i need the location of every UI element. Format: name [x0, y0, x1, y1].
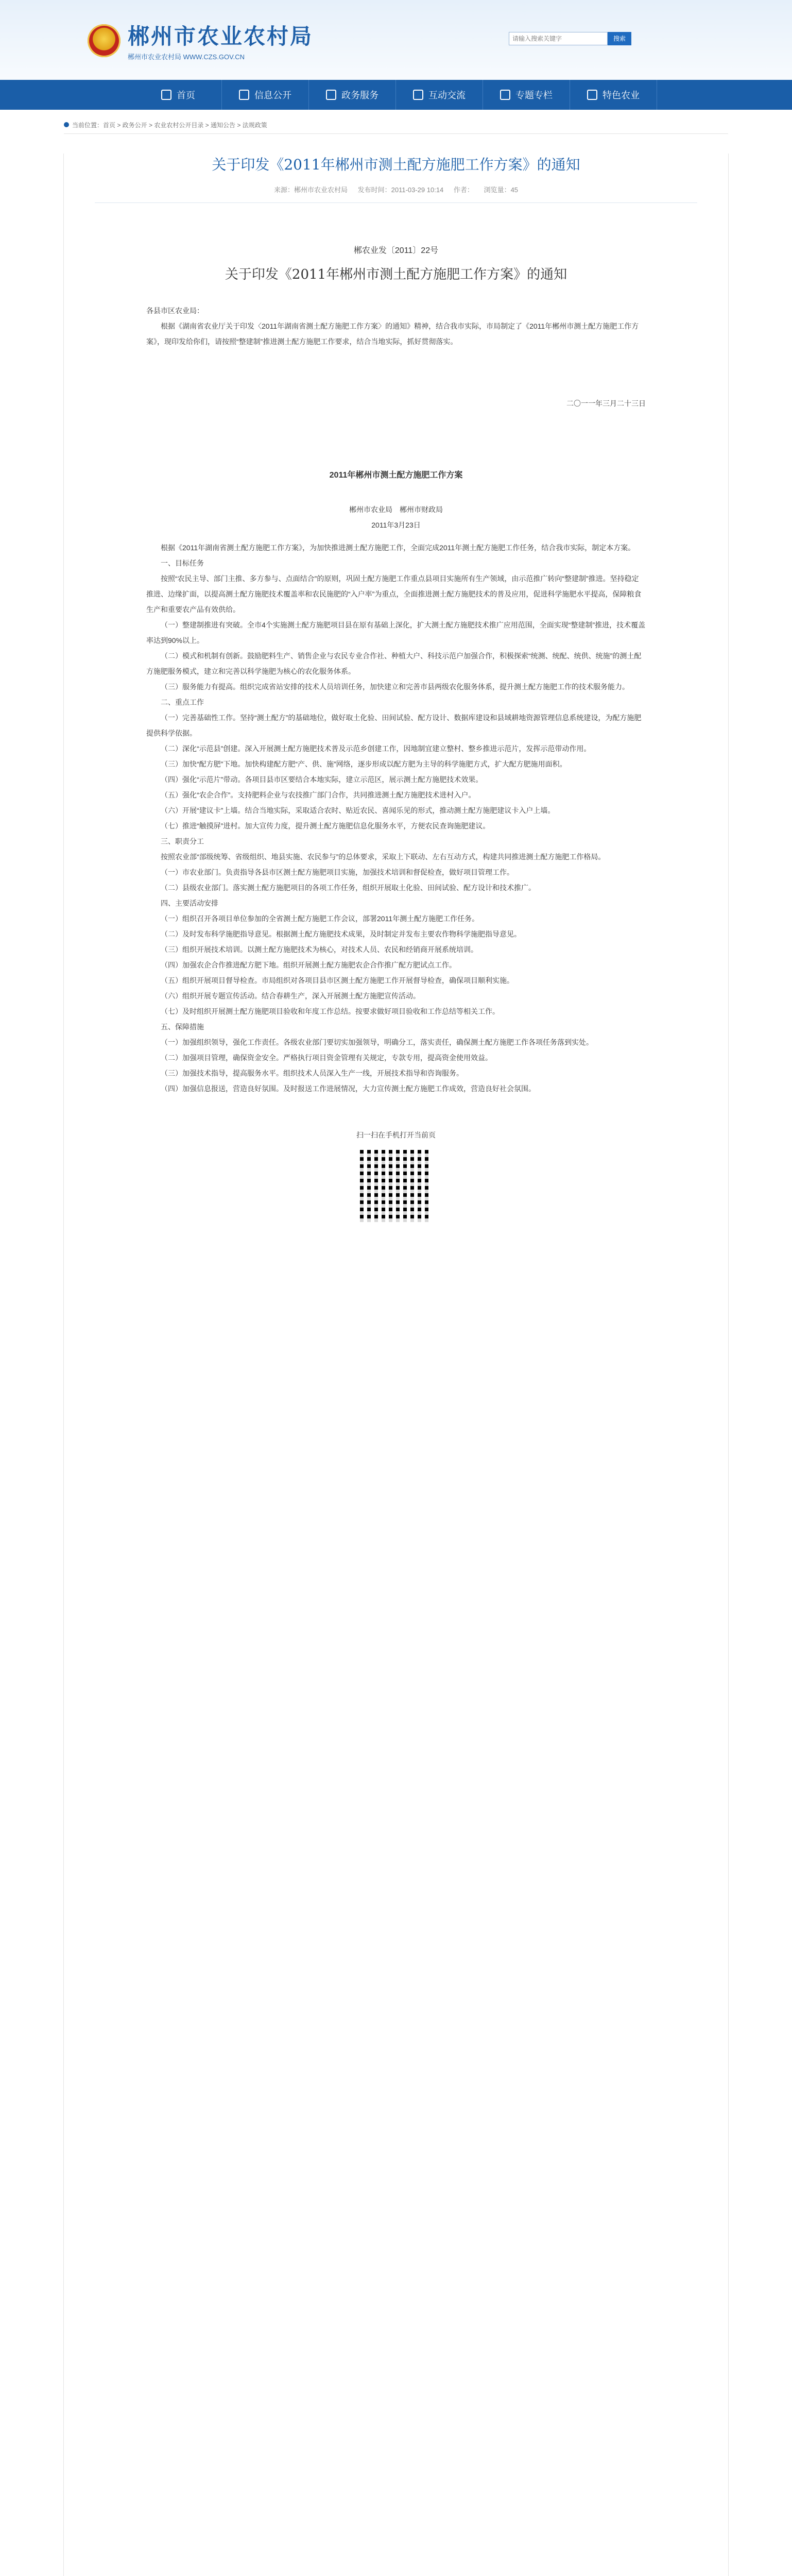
location-icon	[64, 122, 69, 127]
nav-interact[interactable]: 互动交流	[396, 80, 483, 110]
article-container	[63, 154, 729, 2576]
paragraph: （二）深化“示范县”创建。深入开展测土配方施肥技术普及示范乡创建工作，因地制宜建立整村、整乡推进示范片，发挥示范带动作用。	[161, 744, 591, 753]
paragraph: （四）加强农企合作推进配方肥下地。组织开展测土配方施肥农企合作推广配方肥试点工作。	[161, 961, 456, 969]
paragraph: （一）整建制推进有突破。全市4个实施测土配方施肥项目县在原有基础上深化，扩大测土配方施肥技术推广应用范围，全面实现“整建制”推进，技术覆盖率达到90%以上。	[146, 621, 646, 645]
paragraph: （二）及时发布科学施肥指导意见。根据测土配方施肥技术成果，及时制定并发布主要农作物科学施肥指导意见。	[161, 930, 521, 938]
page-title: 关于印发《2011年郴州市测土配方施肥工作方案》的通知	[212, 156, 580, 173]
site-logo[interactable]	[88, 20, 313, 61]
home-icon	[161, 90, 171, 100]
section-heading: 四、主要活动安排	[161, 899, 218, 907]
paragraph: （四）加强信息报送，营造良好氛围。及时报送工作进展情况，大力宣传测土配方施肥工作成效，营造良好社会氛围。	[161, 1084, 536, 1093]
paragraph: （五）组织开展项目督导检查。市局组织对各项目县市区测土配方施肥工作开展督导检查，确保项目顺利实施。	[161, 976, 514, 985]
star-icon	[500, 90, 510, 100]
paragraph: （三）加快“配方肥”下地。加快构建配方肥“产、供、施”网络，逐步形成以配方肥为主导的科学施肥方式，扩大配方肥施用面积。	[161, 760, 567, 768]
chat-icon	[413, 90, 423, 100]
paragraph: （一）加强组织领导，强化工作责任。各级农业部门要切实加强领导，明确分工，落实责任，确保测土配方施肥工作各项任务落到实处。	[161, 1038, 593, 1046]
plan-org: 郴州市农业局 郴州市财政局	[349, 505, 443, 514]
qr-code-icon	[360, 1150, 432, 1222]
section-heading: 二、重点工作	[161, 698, 204, 706]
nav-topics[interactable]: 专题专栏	[483, 80, 570, 110]
plan-date: 2011年3月23日	[371, 521, 421, 529]
service-icon	[326, 90, 336, 100]
section-heading: 三、职责分工	[161, 837, 204, 845]
paragraph: （一）组织召开各项目单位参加的全省测土配方施肥工作会议，部署2011年测土配方施肥工作任务。	[161, 914, 479, 923]
main-nav	[0, 80, 792, 110]
paragraph: （六）组织开展专题宣传活动。结合春耕生产，深入开展测土配方施肥宣传活动。	[161, 992, 420, 1000]
paragraph: （二）加强项目管理，确保资金安全。严格执行项目资金管理有关规定，专款专用，提高资金使用效益。	[161, 1054, 492, 1062]
paragraph: （六）开展“建议卡”上墙。结合当地实际，采取适合农时、贴近农民、喜闻乐见的形式，推动测土配方施肥建议卡入户上墙。	[161, 806, 555, 815]
leaf-icon	[587, 90, 597, 100]
nav-home[interactable]: 首页	[135, 80, 222, 110]
paragraph: （七）及时组织开展测土配方施肥项目验收和年度工作总结。按要求做好项目验收和工作总结等相关工作。	[161, 1007, 500, 1015]
paragraph: （三）加强技术指导，提高服务水平。组织技术人员深入生产一线，开展技术指导和咨询服务。	[161, 1069, 463, 1077]
paragraph: （一）完善基础性工作。坚持“测土配方”的基础地位，做好取土化验、田间试验、配方设计、数据库建设和县域耕地资源管理信息系统建设，为配方施肥提供科学依据。	[146, 714, 642, 737]
paragraph: （二）县级农业部门。落实测土配方施肥项目的各项工作任务，组织开展取土化验、田间试验、配方设计和技术推广。	[161, 884, 536, 892]
emblem-icon	[88, 24, 120, 57]
paragraph: 按照农业部“部级统筹、省级组织、地县实施、农民参与”的总体要求，采取上下联动、左右互动方式，构建共同推进测土配方施肥工作格局。	[161, 853, 606, 861]
paragraph: （二）模式和机制有创新。鼓励肥料生产、销售企业与农民专业合作社、种植大户、科技示范户加强合作，积极探索“统测、统配、统供、统施”的测土配方施肥服务模式，建立和完善以科学施肥为核心的农化服务体系。	[146, 652, 642, 675]
doc-number: 郴农业发〔2011〕22号	[353, 246, 439, 255]
section-heading: 五、保障措施	[161, 1023, 204, 1031]
paragraph: （四）强化“示范片”带动。各项目县市区要结合本地实际，建立示范区，展示测土配方施肥技术效果。	[161, 775, 483, 784]
site-title: 郴州市农业农村局	[128, 24, 314, 49]
article-meta	[95, 184, 697, 203]
article-source: 来源：郴州市农业农村局	[273, 186, 348, 194]
paragraph: 按照“农民主导、部门主推、多方参与、点面结合”的原则，巩固土配方施肥工作重点县项目实施所有生产领域，由示范推广转向“整建制”推进。坚持稳定推进、边缘扩面，以提高测土配方施肥技术覆盖率和农民施肥的“入户率”为重点，全面推进测土配方施肥技术的普及应用，促进科学施肥水平提高，保障粮食生产和重要农产品有效供给。	[146, 574, 642, 614]
site-header	[0, 0, 792, 80]
article-views: 浏览量：45	[484, 186, 519, 194]
section-heading: 一、目标任务	[161, 559, 204, 567]
nav-agriculture[interactable]: 特色农业	[570, 80, 657, 110]
breadcrumb: 当前位置：首页 > 政务公开 > 农业农村公开目录 > 通知公告 > 法规政策	[64, 116, 728, 134]
paragraph: （一）市农业部门。负责指导各县市区测土配方施肥项目实施，加强技术培训和督促检查，做好项目管理工作。	[161, 868, 514, 876]
article-body	[64, 243, 728, 1222]
qr-caption: 扫一扫在手机打开当前页	[356, 1131, 436, 1139]
recipient: 各县市区农业局：	[146, 307, 204, 315]
paragraph: （三）服务能力有提高。组织完成省站安排的技术人员培训任务，加快建立和完善市县两级农化服务体系，提升测土配方施肥工作的技术服务能力。	[161, 683, 629, 691]
paragraph: （三）组织开展技术培训。以测土配方施肥技术为核心，对技术人员、农民和经销商开展系统培训。	[161, 945, 478, 954]
content-title: 关于印发《2011年郴州市测土配方施肥工作方案》的通知	[225, 267, 567, 282]
search-input[interactable]	[509, 32, 608, 45]
search-box	[509, 32, 631, 45]
site-subtitle: 郴州市农业农村局 WWW.CZS.GOV.CN	[128, 53, 245, 61]
paragraph: 根据《2011年湖南省测土配方施肥工作方案》，为加快推进测土配方施肥工作，全面完成2011年测土配方施肥工作任务，结合我市实际，制定本方案。	[161, 544, 635, 552]
nav-info[interactable]: 信息公开	[222, 80, 309, 110]
paragraph: （五）强化“农企合作”。支持肥料企业与农技推广部门合作，共同推进测土配方施肥技术进村入户。	[161, 791, 476, 799]
document-icon	[239, 90, 249, 100]
nav-service[interactable]: 政务服务	[309, 80, 396, 110]
article-date: 发布时间：2011-03-29 10:14	[357, 186, 444, 194]
sign-date: 二〇一一年三月二十三日	[566, 399, 646, 408]
paragraph: （七）推进“触摸屏”进村。加大宣传力度，提升测土配方施肥信息化服务水平，方便农民查询施肥建议。	[161, 822, 490, 830]
plan-title: 2011年郴州市测土配方施肥工作方案	[329, 471, 463, 480]
paragraph: 根据《湖南省农业厅关于印发〈2011年湖南省测土配方施肥工作方案〉的通知》精神，结合我市实际，市局制定了《2011年郴州市测土配方施肥工作方案》，现印发给你们，请按照“整建制”推进测土配方施肥工作要求，结合当地实际，抓好贯彻落实。	[146, 322, 639, 346]
article-author: 作者：	[453, 186, 474, 194]
search-button[interactable]: 搜索	[608, 32, 631, 45]
